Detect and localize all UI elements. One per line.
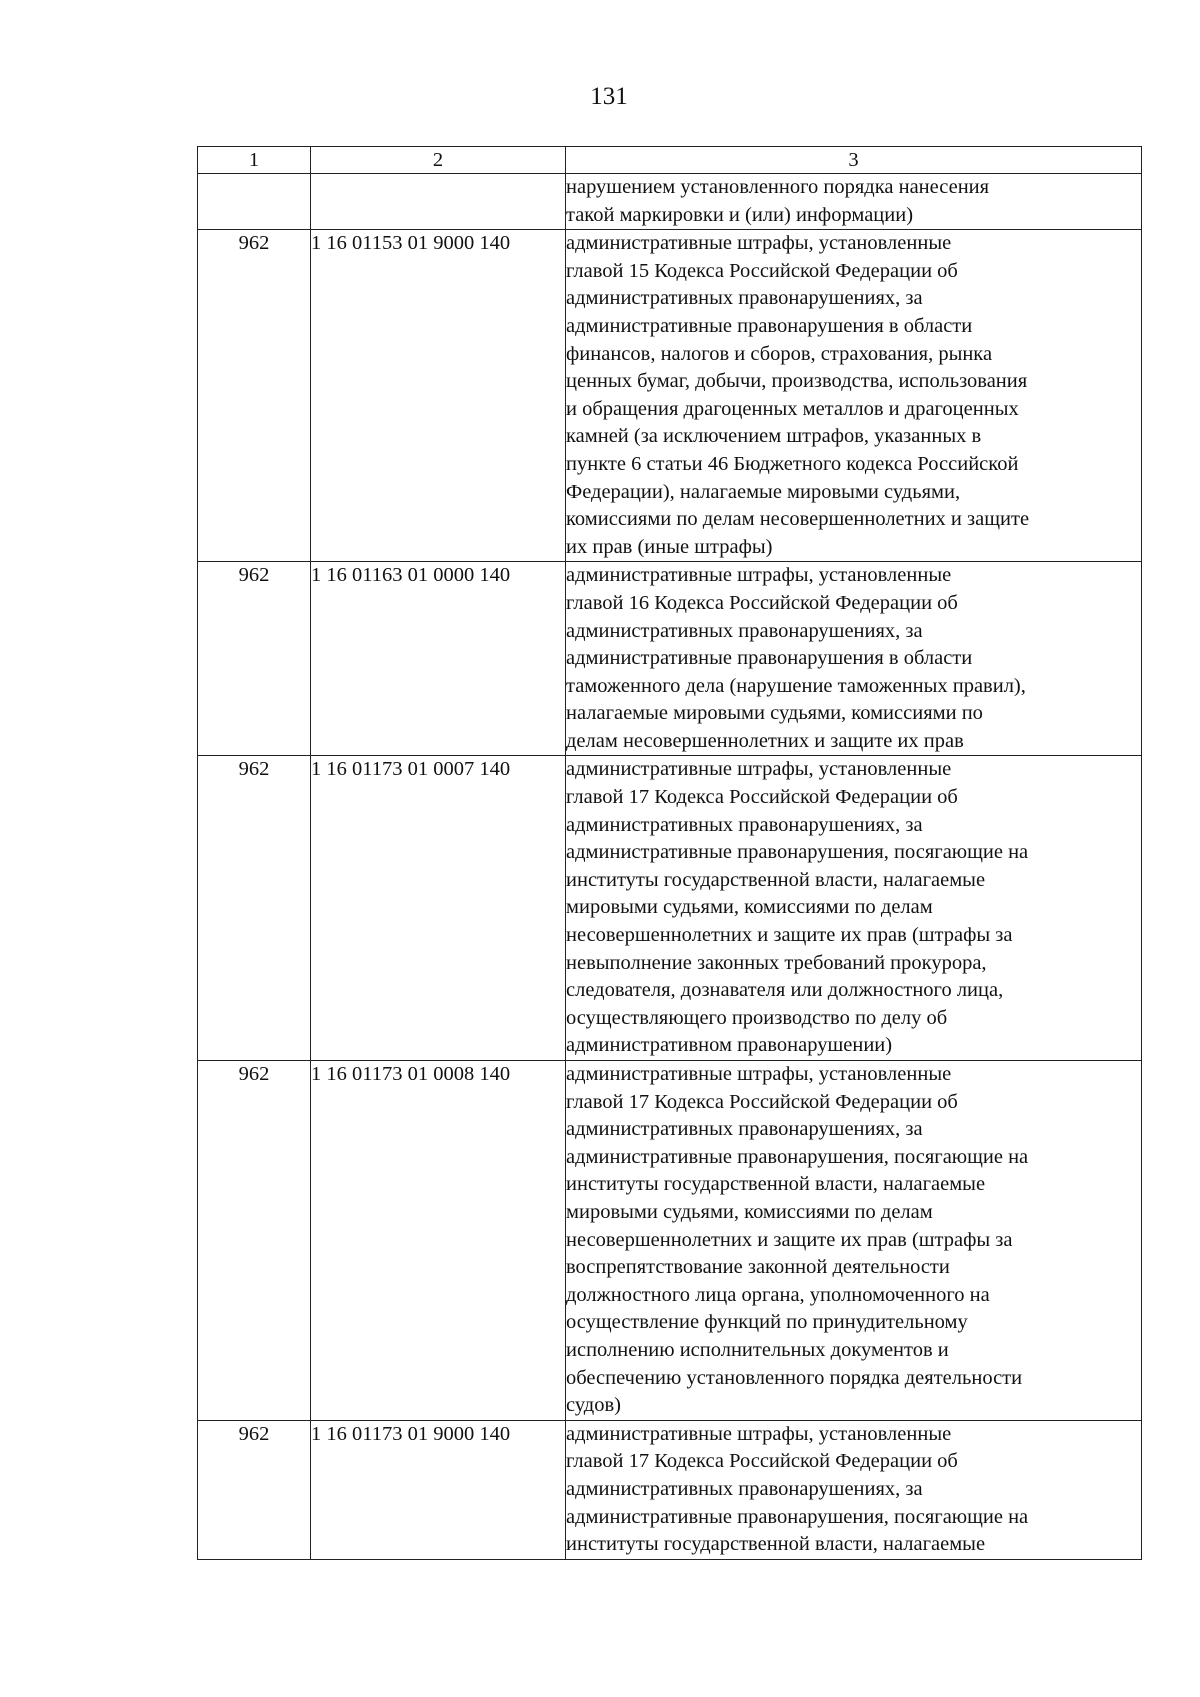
description-cell (566, 1061, 1142, 1421)
table-row (198, 230, 1142, 562)
budget-codes-table (197, 146, 1142, 1560)
table-row (198, 174, 1142, 230)
description-line: судов) (566, 1394, 621, 1417)
column-header-3: 3 (566, 147, 1142, 174)
column-header-2: 2 (311, 147, 566, 174)
description-line: осуществляющего производство по делу об (566, 1006, 948, 1029)
admin-code-cell: 962 (198, 756, 311, 1061)
description-line: исполнению исполнительных документов и (566, 1338, 949, 1361)
description-line: невыполнение законных требований прокурора, (566, 951, 987, 974)
description-line: институты государственной власти, налагаемые (566, 1173, 986, 1196)
header-row (198, 147, 1142, 174)
description-cell (566, 1420, 1142, 1559)
description-cell (566, 756, 1142, 1061)
column-header-1: 1 (198, 147, 311, 174)
description-line: мировыми судьями, комиссиями по делам (566, 896, 933, 919)
admin-code-cell: 962 (198, 1061, 311, 1421)
table-row (198, 756, 1142, 1061)
description-cell (566, 230, 1142, 562)
description-line: административные штрафы, установленные (566, 232, 952, 255)
description-line: следователя, дознавателя или должностного лица, (566, 979, 1004, 1002)
description-line: пункте 6 статьи 46 Бюджетного кодекса Российской (566, 452, 1019, 475)
description-line: несовершеннолетних и защите их прав (штрафы за (566, 1228, 1013, 1251)
description-cell (566, 562, 1142, 756)
description-line: административных правонарушениях, за (566, 619, 923, 642)
table-row (198, 1420, 1142, 1559)
description-line: административные штрафы, установленные (566, 564, 952, 587)
description-line: их прав (иные штрафы) (566, 535, 773, 558)
table-row (198, 562, 1142, 756)
description-line: административном правонарушении) (566, 1034, 893, 1057)
description-line: главой 17 Кодекса Российской Федерации об (566, 1090, 958, 1113)
budget-classification-code-cell: 1 16 01173 01 0008 140 (311, 1061, 566, 1421)
description-line: административные правонарушения, посягающие на (566, 841, 1029, 864)
description-line: главой 17 Кодекса Российской Федерации об (566, 1450, 958, 1473)
table-header (198, 147, 1142, 174)
description-line: главой 17 Кодекса Российской Федерации об (566, 786, 958, 809)
description-line: обеспечению установленного порядка деятельности (566, 1366, 1023, 1389)
description-cell (566, 174, 1142, 230)
description-line: осуществление функций по принудительному (566, 1311, 968, 1334)
admin-code-cell: 962 (198, 230, 311, 562)
description-line: камней (за исключением штрафов, указанных в (566, 425, 982, 448)
description-line: административных правонарушениях, за (566, 287, 923, 310)
description-line: административные штрафы, установленные (566, 1063, 952, 1085)
description-line: и обращения драгоценных металлов и драгоценных (566, 397, 1019, 420)
description-line: главой 15 Кодекса Российской Федерации об (566, 259, 958, 282)
table-body (198, 174, 1142, 1560)
description-line: административных правонарушениях, за (566, 813, 923, 836)
description-line: институты государственной власти, налагаемые (566, 868, 986, 891)
budget-classification-code-cell: 1 16 01173 01 0007 140 (311, 756, 566, 1061)
description-line: должностного лица органа, уполномоченного на (566, 1283, 990, 1306)
admin-code-cell (198, 174, 311, 230)
description-line: налагаемые мировыми судьями, комиссиями по (566, 702, 983, 725)
description-line: комиссиями по делам несовершеннолетних и защите (566, 508, 1030, 531)
budget-classification-code-cell: 1 16 01153 01 9000 140 (311, 230, 566, 562)
description-line: финансов, налогов и сборов, страхования, рынка (566, 342, 993, 365)
description-line: несовершеннолетних и защите их прав (штрафы за (566, 924, 1013, 947)
description-line: мировыми судьями, комиссиями по делам (566, 1200, 933, 1223)
admin-code-cell: 962 (198, 562, 311, 756)
description-line: Федерации), налагаемые мировыми судьями, (566, 480, 961, 503)
description-line: административные правонарушения, посягающие на (566, 1505, 1029, 1528)
description-line: главой 16 Кодекса Российской Федерации об (566, 591, 958, 614)
budget-classification-code-cell: 1 16 01173 01 9000 140 (311, 1420, 566, 1559)
description-line: ценных бумаг, добычи, производства, использования (566, 370, 1028, 393)
admin-code-cell: 962 (198, 1420, 311, 1559)
description-line: административные правонарушения, посягающие на (566, 1145, 1029, 1168)
description-line: таможенного дела (нарушение таможенных правил), (566, 674, 1026, 697)
description-line: административных правонарушениях, за (566, 1118, 923, 1141)
description-line: административные правонарушения в области (566, 314, 973, 337)
budget-classification-code-cell (311, 174, 566, 230)
table-row (198, 1061, 1142, 1421)
description-line: административные штрафы, установленные (566, 1422, 952, 1445)
description-line: институты государственной власти, налагаемые (566, 1533, 986, 1556)
budget-classification-code-cell: 1 16 01163 01 0000 140 (311, 562, 566, 756)
description-line: такой маркировки и (или) информации) (566, 203, 914, 226)
description-line: делам несовершеннолетних и защите их прав (566, 729, 964, 752)
description-line: административные штрафы, установленные (566, 758, 952, 781)
description-line: воспрепятствование законной деятельности (566, 1256, 950, 1279)
description-line: административные правонарушения в области (566, 647, 973, 670)
description-line: нарушением установленного порядка нанесения (566, 176, 990, 198)
description-line: административных правонарушениях, за (566, 1477, 923, 1500)
page-number: 131 (590, 83, 628, 110)
